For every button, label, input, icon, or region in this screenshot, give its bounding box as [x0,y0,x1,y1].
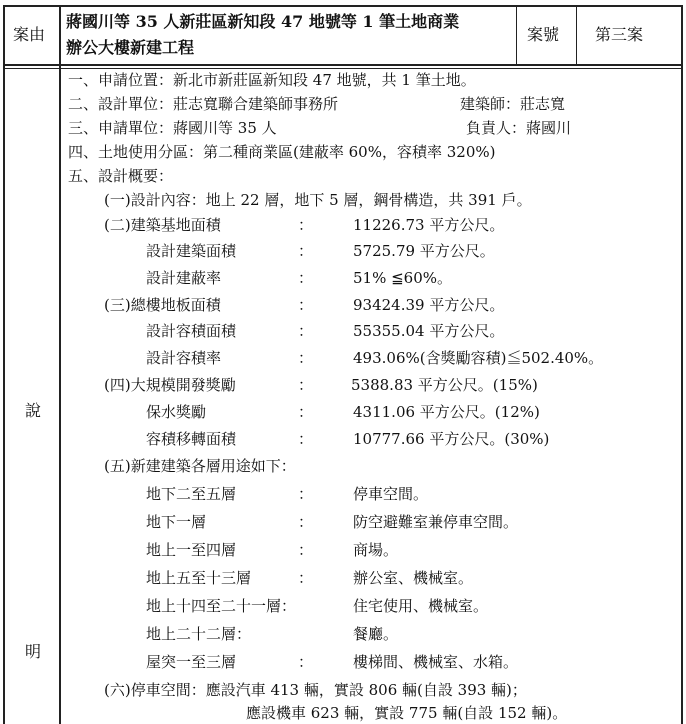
spec-colon: ： [298,296,314,314]
spec-label: 設計建築面積 [146,242,237,260]
case-no-value: 第三案 [595,25,644,44]
border-left [3,5,5,724]
spec-label: 設計容積面積 [146,322,237,340]
spec-label: 設計建蔽率 [146,269,222,287]
item-architect: 建築師：莊志寬 [460,95,566,113]
design-content: (一)設計內容：地上 22 層，地下 5 層，鋼骨構造，共 391 戶。 [104,191,532,209]
col-divider-casevalue [576,5,577,65]
spec-value: 51% ≦60%。 [353,269,453,287]
floor-value: 辦公室、機械室。 [353,569,474,587]
item-design-unit: 二、設計單位：莊志寬聯合建築師事務所 [68,95,339,113]
floor-colon: ： [298,513,314,531]
item-zoning: 四、土地使用分區：第二種商業區(建蔽率 60%，容積率 320%) [68,143,496,161]
spec-colon: ： [298,349,314,367]
border-top [3,5,683,7]
spec-value: 10777.66 平方公尺。(30%) [353,430,550,448]
spec-label: 設計容積率 [146,349,222,367]
parking-line1: (六)停車空間：應設汽車 413 輛，實設 806 輛(自設 393 輛)； [104,681,527,699]
spec-value: 5388.83 平方公尺。(15%) [351,376,538,394]
spec-colon: ： [298,269,314,287]
spec-colon: ： [298,403,314,421]
side-label-bottom: 明 [25,642,42,661]
floor-colon: ： [298,569,314,587]
spec-colon: ： [298,376,314,394]
floors-title: (五)新建建築各層用途如下： [104,457,296,475]
spec-label: (二)建築基地面積 [104,216,221,234]
floor-value: 商場。 [353,541,399,559]
spec-colon: ： [298,430,314,448]
floor-label: 地上二十二層： [146,625,252,643]
spec-value: 55355.04 平方公尺。 [353,322,505,340]
item-responsible: 負責人：蔣國川 [466,119,572,137]
spec-label: (四)大規模開發獎勵 [104,376,236,394]
floor-value: 餐廳。 [353,625,399,643]
floor-label: 地上五至十三層 [146,569,252,587]
item-applicant: 三、申請單位：蔣國川等 35 人 [68,119,277,137]
case-no-label: 案號 [527,25,560,44]
side-label-top: 說 [25,401,42,420]
spec-value: 11226.73 平方公尺。 [353,216,505,234]
case-label: 案由 [13,25,46,44]
spec-value: 5725.79 平方公尺。 [353,242,495,260]
spec-colon: ： [298,322,314,340]
case-title-line1: 蔣國川等 35 人新莊區新知段 47 地號等 1 筆土地商業 [66,12,460,31]
item-location: 一、申請位置：新北市新莊區新知段 47 地號，共 1 筆土地。 [68,71,476,89]
case-title-line2: 辦公大樓新建工程 [66,38,195,57]
floor-label: 地上一至四層 [146,541,237,559]
spec-value: 493.06%(含獎勵容積)≦502.40%。 [353,349,604,367]
spec-label: (三)總樓地板面積 [104,296,221,314]
spec-label: 保水獎勵 [146,403,207,421]
floor-colon: ： [298,485,314,503]
floor-value: 樓梯間、機械室、水箱。 [353,653,519,671]
parking-line2: 應設機車 623 輛，實設 775 輛(自設 152 輛)。 [246,704,568,722]
floor-label: 屋突一至三層 [146,653,237,671]
item-design-summary: 五、設計概要： [68,167,174,185]
header-sub-divider [3,68,683,69]
col-divider-left [59,5,61,724]
floor-value: 防空避難室兼停車空間。 [353,513,519,531]
floor-value: 停車空間。 [353,485,429,503]
floor-label: 地下二至五層 [146,485,237,503]
floor-label: 地下一層 [146,513,207,531]
spec-value: 93424.39 平方公尺。 [353,296,505,314]
spec-label: 容積移轉面積 [146,430,237,448]
floor-colon: ： [298,541,314,559]
spec-colon: ： [298,242,314,260]
spec-colon: ： [298,216,314,234]
floor-label: 地上十四至二十一層： [146,597,297,615]
spec-value: 4311.06 平方公尺。(12%) [353,403,540,421]
header-divider [3,64,683,66]
floor-value: 住宅使用、機械室。 [353,597,489,615]
floor-colon: ： [298,653,314,671]
col-divider-caseno [516,5,517,65]
border-right [681,5,683,724]
